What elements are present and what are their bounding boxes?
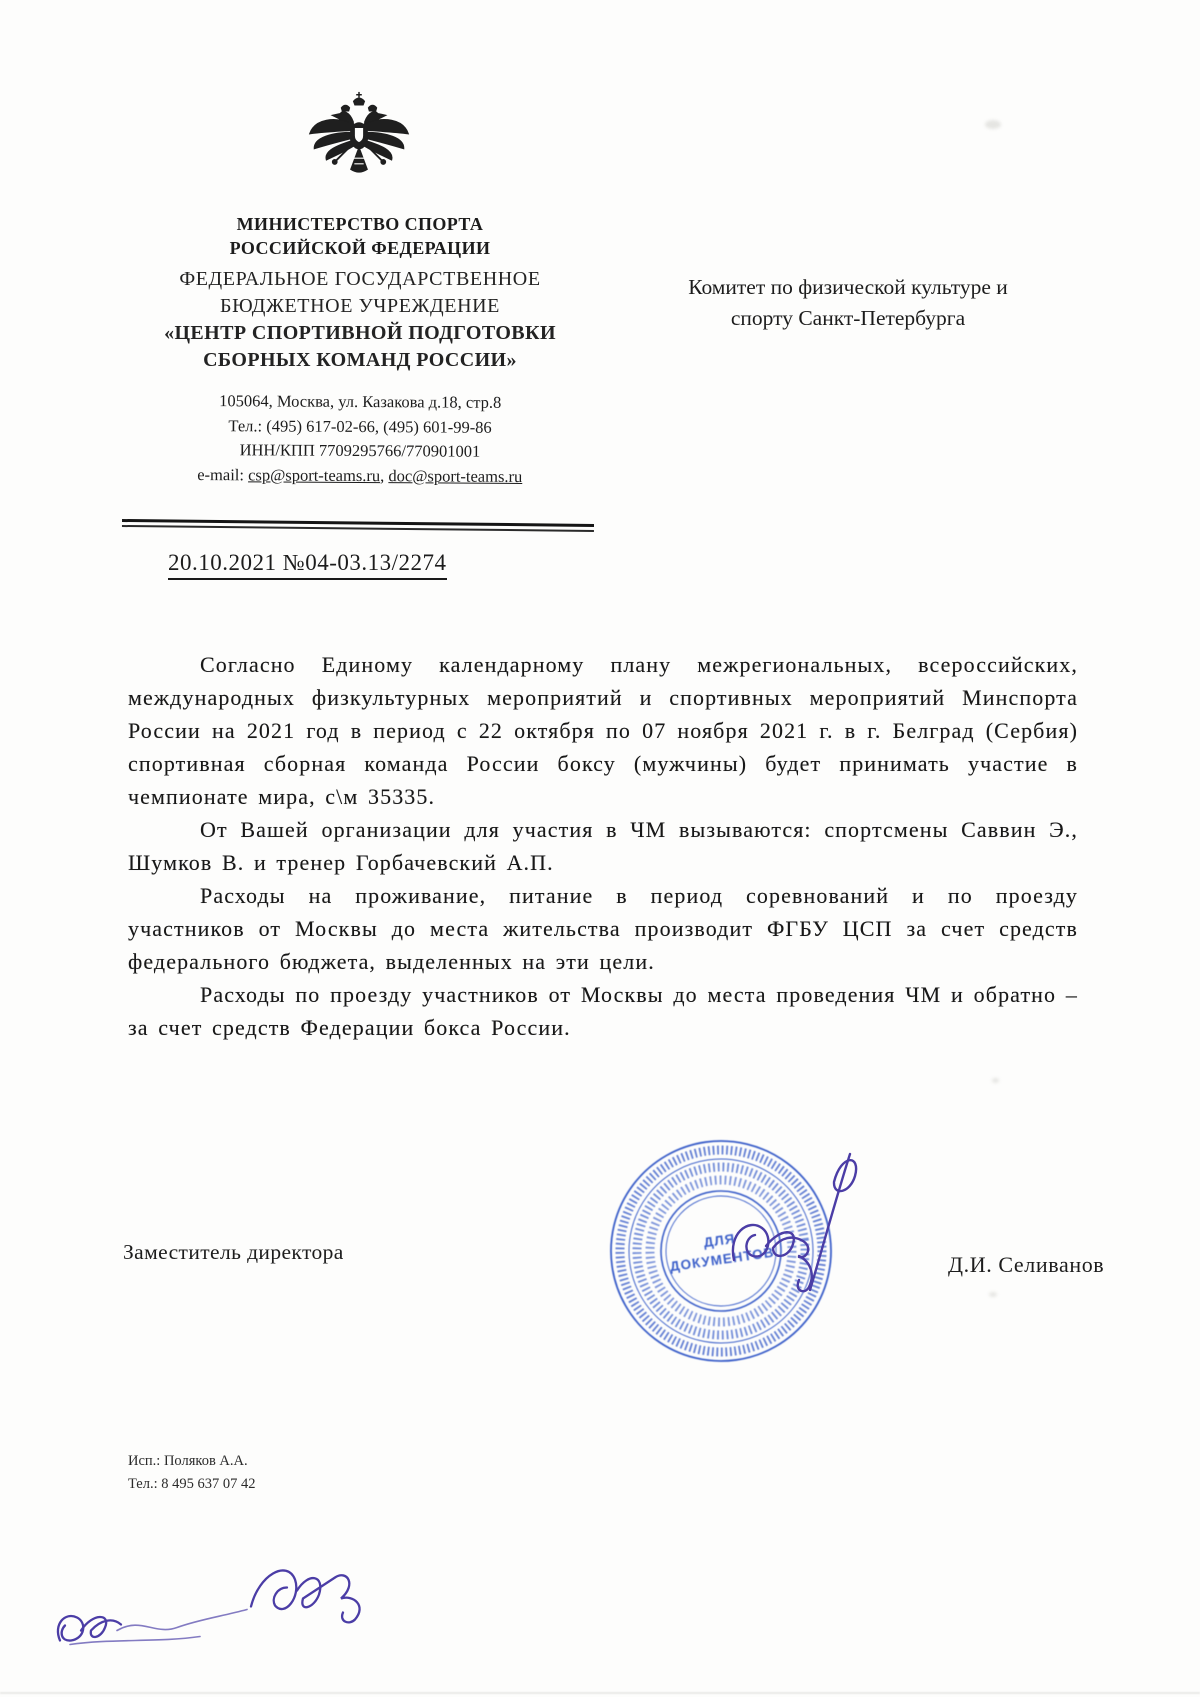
recipient-line2: спорту Санкт-Петербурга [730, 306, 966, 330]
email-address-2: doc@sport-teams.ru [388, 465, 523, 486]
recipient-line1: Комитет по физической культуре и [688, 275, 1008, 299]
reference-number: 20.10.2021 №04-03.13/2274 [168, 550, 447, 580]
ministry-name [125, 212, 595, 260]
executor-name: Исп.: Поляков А.А. [128, 1453, 248, 1469]
email-separator: , [380, 465, 389, 485]
scan-artifact [992, 1078, 999, 1083]
letter-paragraph: Согласно Единому календарному плану межрегиональных, всероссийских, международных физкультурных мероприятий и спортивных мероприятий Минспорта России на 2021 год в период с 22 октября по 07 ноября 2021 г. в г. Белград (Сербия) спортивная сборная команда России боксу (мужчины) будет принимать участие в чемпионате мира, с\м 35335. [128, 652, 1078, 809]
ministry-name-line1: МИНИСТЕРСТВО СПОРТА [236, 214, 484, 234]
executor-phone: Тел.: 8 495 637 07 42 [128, 1476, 256, 1492]
org-email-line [125, 462, 595, 489]
ministry-name-line2: РОССИЙСКОЙ ФЕДЕРАЦИИ [229, 238, 491, 258]
org-name-line3: «ЦЕНТР СПОРТИВНОЙ ПОДГОТОВКИ [164, 322, 556, 344]
letter-paragraph: Расходы на проживание, питание в период соревнований и по проезду участников от Москвы до места жительства производит ФГБУ ЦСП за счет средств федерального бюджета, выделенных на эти цели. [128, 883, 1078, 974]
coat-of-arms-icon [303, 88, 415, 206]
letter-paragraph: От Вашей организации для участия в ЧМ вызываются: спортсмены Саввин Э., Шумков В. и тренер Горбачевский А.П. [128, 817, 1078, 875]
scan-edge-noise [0, 1692, 1200, 1694]
org-address: 105064, Москва, ул. Казакова д.18, стр.8 [219, 391, 502, 412]
email-address-1: csp@sport-teams.ru [248, 464, 381, 485]
org-name-line4: СБОРНЫХ КОМАНД РОССИИ» [203, 349, 517, 371]
organization-name [118, 266, 602, 374]
executor-block [128, 1450, 256, 1496]
handwritten-scribble-icon [50, 1552, 400, 1667]
org-name-line2: БЮДЖЕТНОЕ УЧРЕЖДЕНИЕ [219, 295, 501, 317]
letterhead-divider [122, 519, 594, 531]
signer-position: Заместитель директора [123, 1240, 344, 1264]
letter-paragraph: Расходы по проезду участников от Москвы до места проведения ЧМ и обратно – за счет средств Федерации бокса России. [128, 982, 1078, 1040]
signature-icon [722, 1138, 872, 1338]
recipient-block [638, 272, 1058, 334]
scan-artifact [985, 120, 1001, 129]
organization-contacts [125, 389, 596, 490]
org-name-line1: ФЕДЕРАЛЬНОЕ ГОСУДАРСТВЕННОЕ [179, 268, 541, 290]
org-phone: Тел.: (495) 617-02-66, (495) 601-99-86 [228, 415, 492, 437]
org-inn-kpp: ИНН/КПП 7709295766/770901001 [239, 440, 481, 461]
signer-name: Д.И. Селиванов [948, 1252, 1105, 1277]
stamp-center-text-line1: ДЛЯ [702, 1230, 737, 1251]
scan-artifact [989, 1292, 997, 1297]
email-label: e-mail: [197, 464, 249, 484]
stamp-center-text-line2: ДОКУМЕНТОВ [669, 1244, 776, 1275]
letter-body [128, 648, 1078, 1044]
